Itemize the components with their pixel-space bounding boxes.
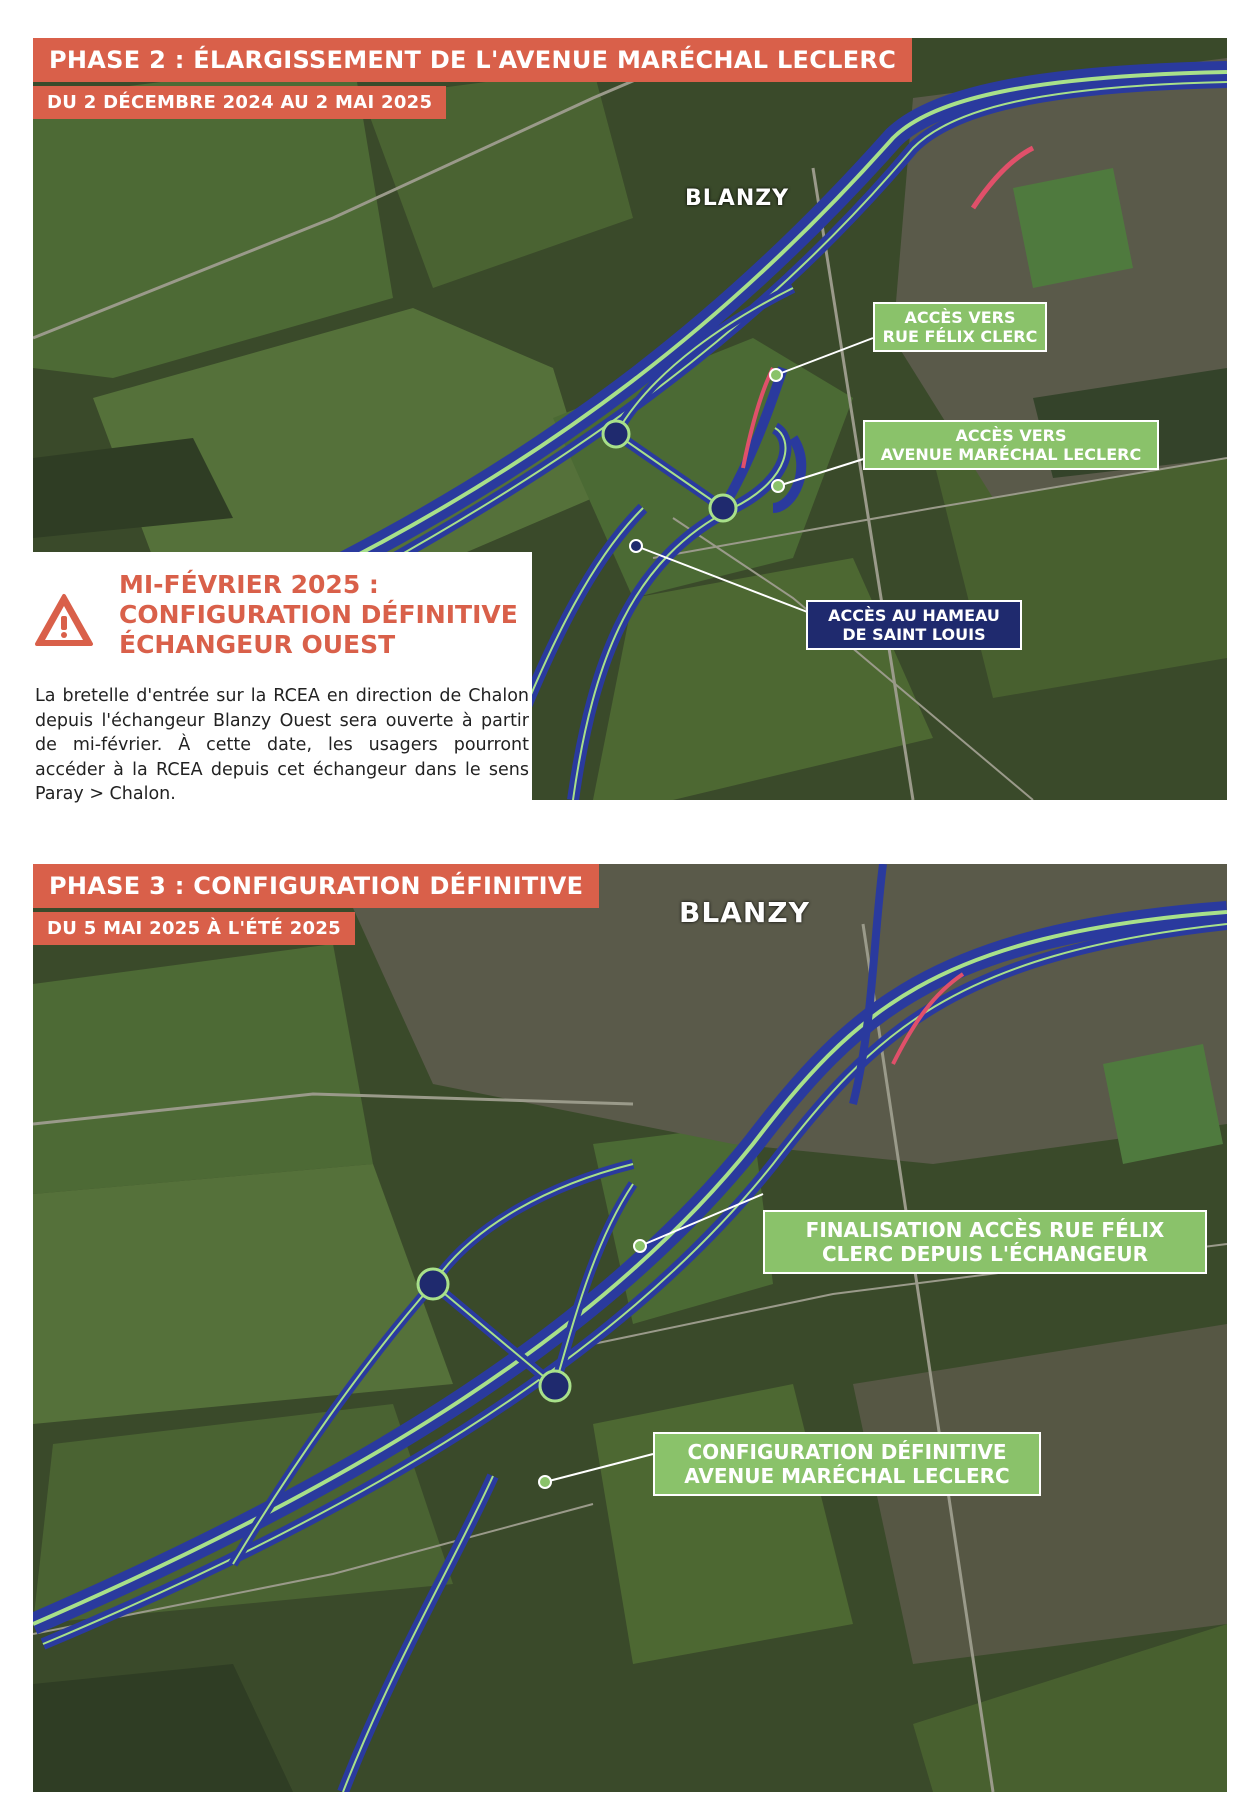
callout-acces-hameau-saint-louis (806, 600, 1022, 650)
phase2-dates: DU 2 DÉCEMBRE 2024 AU 2 MAI 2025 (33, 86, 446, 119)
warning-icon (33, 592, 95, 648)
callout-line: AVENUE MARÉCHAL LECLERC (880, 445, 1142, 465)
callout-acces-marechal-leclerc (863, 420, 1159, 470)
alert-title-line: ÉCHANGEUR OUEST (119, 630, 396, 659)
alert-title (119, 570, 518, 660)
alert-title-line: CONFIGURATION DÉFINITIVE (119, 600, 518, 629)
phase3-aerial-map (33, 864, 1227, 1792)
callout-line: ACCÈS VERS (955, 426, 1067, 445)
phase3-place-label: BLANZY (679, 896, 810, 929)
phase3-map (33, 864, 1227, 1792)
alert-body: La bretelle d'entrée sur la RCEA en direction de Chalon depuis l'échangeur Blanzy Ouest sera ouverte à partir de mi-février. À cette date, les usagers pourront accéder à la RCEA depuis cet échangeur dans le sens Paray > Chalon. (35, 686, 529, 804)
callout-line: AVENUE MARÉCHAL LECLERC (684, 1464, 1010, 1488)
alert-title-line: MI-FÉVRIER 2025 : (119, 570, 379, 599)
callout-finalisation-felix-clerc (763, 1210, 1207, 1274)
callout-acces-felix-clerc (873, 302, 1047, 352)
phase2-title: PHASE 2 : ÉLARGISSEMENT DE L'AVENUE MARÉCHAL LECLERC (33, 38, 912, 82)
phase3-dates: DU 5 MAI 2025 À L'ÉTÉ 2025 (33, 912, 355, 945)
callout-line: DE SAINT LOUIS (842, 625, 986, 645)
callout-line: CLERC DEPUIS L'ÉCHANGEUR (822, 1242, 1148, 1266)
phase3-title: PHASE 3 : CONFIGURATION DÉFINITIVE (33, 864, 599, 908)
callout-line: RUE FÉLIX CLERC (882, 327, 1038, 347)
callout-line: FINALISATION ACCÈS RUE FÉLIX (805, 1218, 1165, 1242)
callout-line: ACCÈS AU HAMEAU (828, 606, 1000, 625)
callout-line: CONFIGURATION DÉFINITIVE (687, 1440, 1007, 1464)
alert-box (33, 552, 532, 804)
callout-configuration-definitive-leclerc (653, 1432, 1041, 1496)
callout-line: ACCÈS VERS (904, 308, 1016, 327)
phase2-place-label: BLANZY (685, 186, 790, 211)
